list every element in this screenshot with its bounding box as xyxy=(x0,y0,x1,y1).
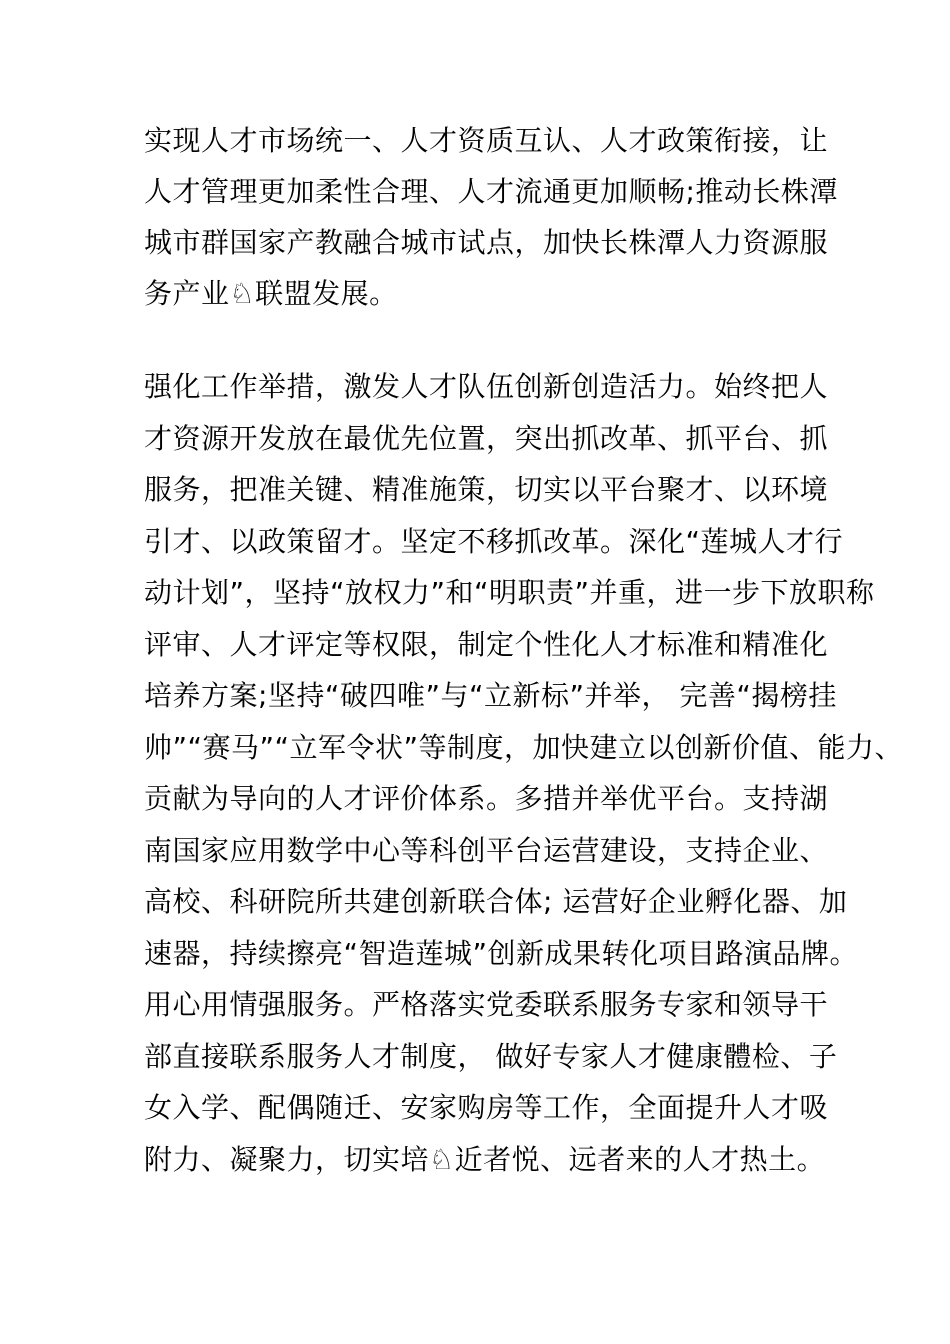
text-line: 部直接联系服务人才制度， 做好专家人才健康體检、子 xyxy=(144,1039,838,1073)
text-line: 附力、凝聚力，切实培♘近者悦、远者来的人才热土。 xyxy=(144,1142,826,1176)
text-line: 引才、以政策留才。坚定不移抓改革。深化“莲城人才行 xyxy=(144,524,844,558)
text-line: 城市群国家产教融合城市试点，加快长株潭人力资源服 xyxy=(144,226,829,259)
text-line: 高校、科研院所共建创新联合体; 运营好企业孵化器、加 xyxy=(144,885,848,918)
text-line: 帅”“赛马”“立军令状”等制度，加快建立以创新价值、能力、 xyxy=(144,730,904,764)
text-line: 贡献为导向的人才评价体系。多措并举优平台。支持湖 xyxy=(144,782,829,815)
text-line: 才资源开发放在最优先位置，突出抓改革、抓平台、抓 xyxy=(144,421,829,455)
text-line: 女入学、配偶随迁、安家购房等工作，全面提升人才吸 xyxy=(144,1091,829,1124)
text-line: 强化工作举措，激发人才队伍创新创造活力。始终把人 xyxy=(144,370,829,403)
text-line: 培养方案;坚持“破四唯”与“立新标”并举， 完善“揭榜挂 xyxy=(144,679,837,712)
text-line: 评审、人才评定等权限，制定个性化人才标准和精准化 xyxy=(144,627,829,661)
text-line: 人才管理更加柔性合理、人才流通更加顺畅;推动长株潭 xyxy=(144,175,838,208)
text-line: 动计划”，坚持“放权力”和“明职责”并重，进一步下放职称 xyxy=(144,576,875,609)
text-line: 用心用情强服务。严格落实党委联系服务专家和领导干 xyxy=(144,988,829,1021)
text-line: 务产业♘联盟发展。 xyxy=(144,277,398,310)
text-line: 速器，持续擦亮“智造莲城”创新成果转化项目路演品牌。 xyxy=(144,936,859,970)
text-line: 实现人才市场统一、人才资质互认、人才政策衔接，让 xyxy=(144,124,829,157)
text-line: 服务，把准关键、精准施策，切实以平台聚才、以环境 xyxy=(144,473,829,506)
text-line: 南国家应用数学中心等科创平台运营建设，支持企业、 xyxy=(144,833,829,867)
